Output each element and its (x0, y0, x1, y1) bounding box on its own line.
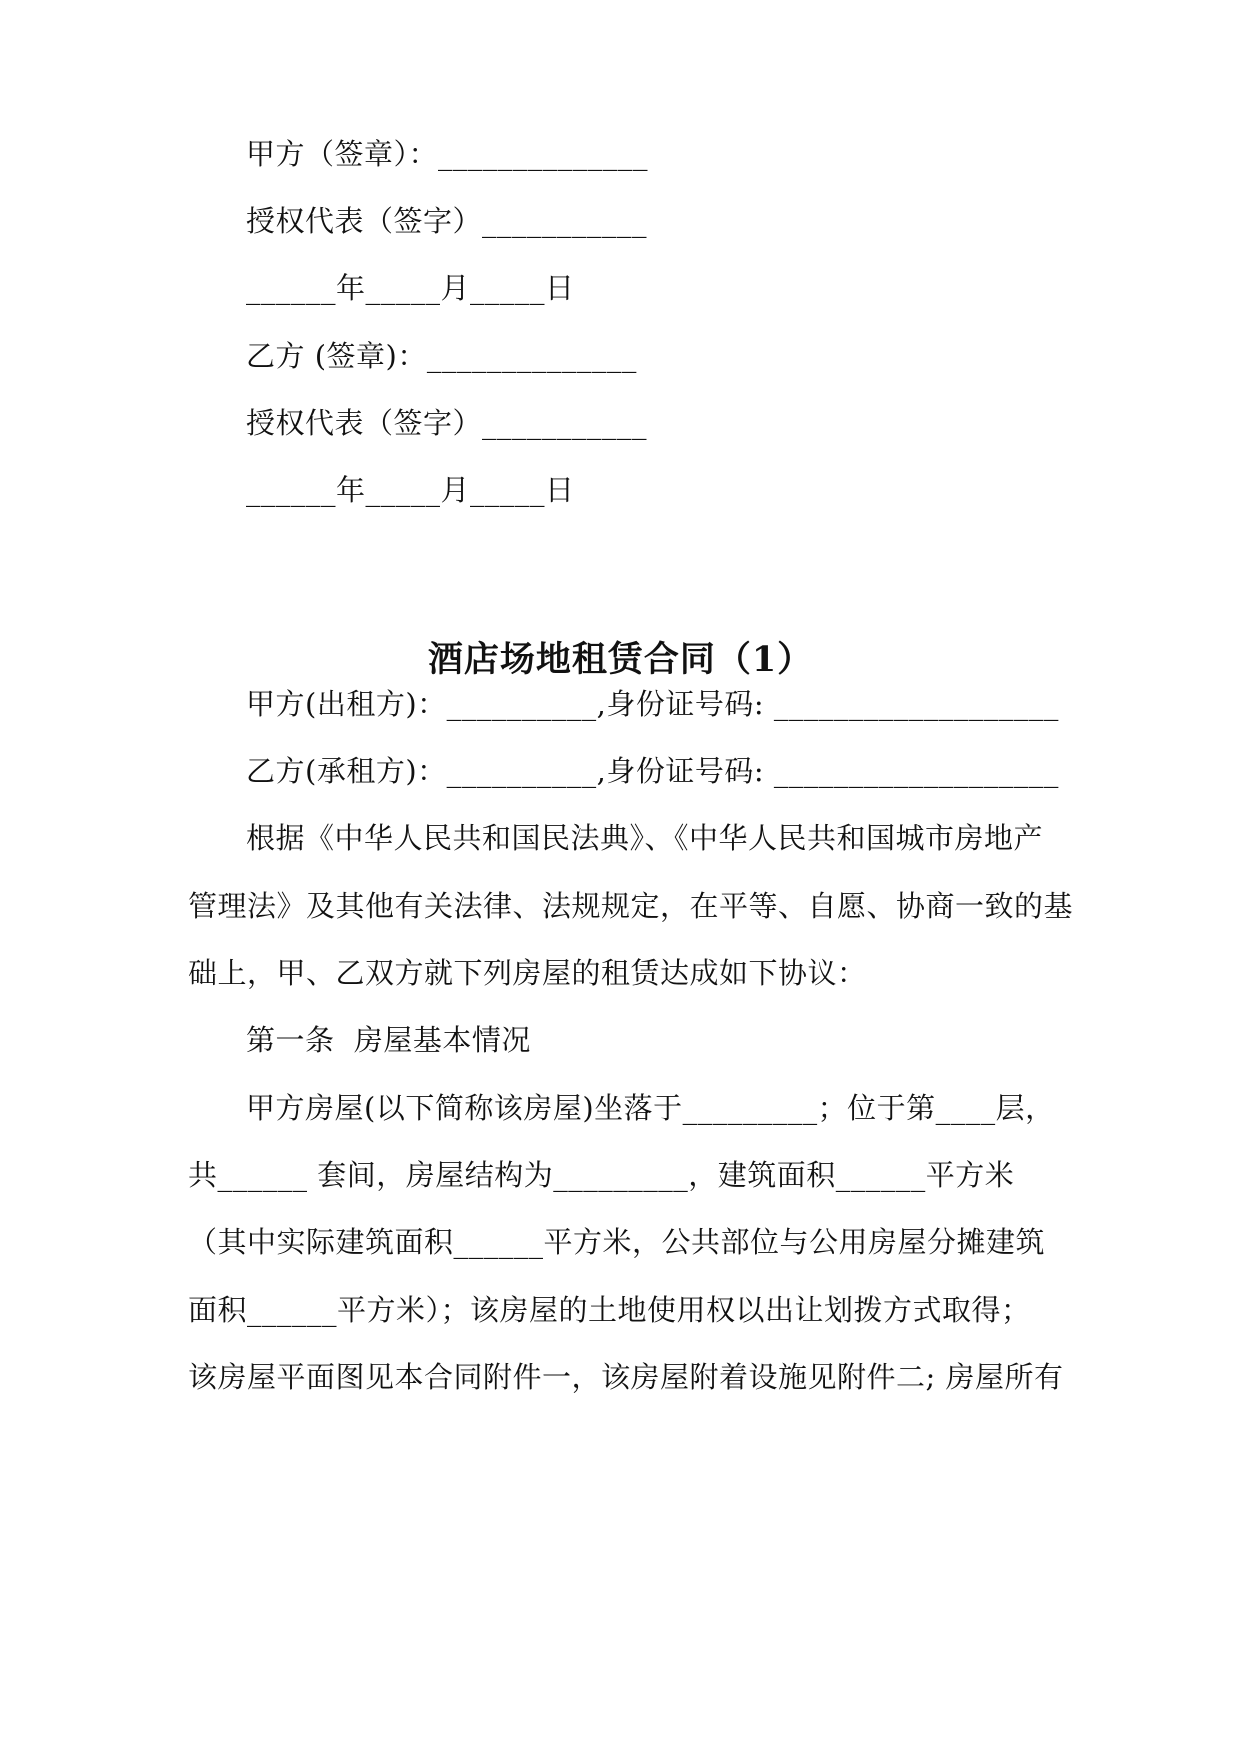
party-b-seal-line: 乙方 (签章)：______________ (246, 339, 637, 373)
contract-title: 酒店场地租赁合同（1） (427, 639, 814, 680)
article-1-heading: 第一条 房屋基本情况 (246, 1023, 531, 1057)
preamble-line: 根据《中华人民共和国民法典》、《中华人民共和国城市房地产 (246, 821, 1044, 855)
preamble-line: 管理法》及其他有关法律、法规规定，在平等、自愿、协商一致的基 (188, 889, 1074, 923)
preamble-line: 础上，甲、乙双方就下列房屋的租赁达成如下协议： (188, 956, 867, 990)
party-a-representative-line: 授权代表（签字）___________ (246, 204, 648, 238)
article-1-body-line: 该房屋平面图见本合同附件一，该房屋附着设施见附件二; 房屋所有 (188, 1360, 1064, 1394)
party-a-lessor-line: 甲方(出租方)：__________,身份证号码: ___________________ (246, 687, 1059, 721)
article-1-body-line: （其中实际建筑面积______平方米，公共部位与公用房屋分摊建筑 (188, 1225, 1046, 1259)
article-1-body-line: 面积______平方米）；该房屋的土地使用权以出让划拨方式取得； (188, 1293, 1031, 1327)
party-a-seal-line: 甲方（签章）：______________ (246, 137, 649, 171)
party-a-date-line: ______年_____月_____日 (246, 271, 575, 305)
party-b-date-line: ______年_____月_____日 (246, 473, 575, 507)
party-b-representative-line: 授权代表（签字）___________ (246, 406, 648, 440)
article-1-body-line: 甲方房屋(以下简称该房屋)坐落于_________；位于第____层， (246, 1091, 1055, 1125)
party-b-lessee-line: 乙方(承租方)：__________,身份证号码: ___________________ (246, 754, 1059, 788)
article-1-body-line: 共______ 套间，房屋结构为_________，建筑面积______平方米 (188, 1158, 1015, 1192)
